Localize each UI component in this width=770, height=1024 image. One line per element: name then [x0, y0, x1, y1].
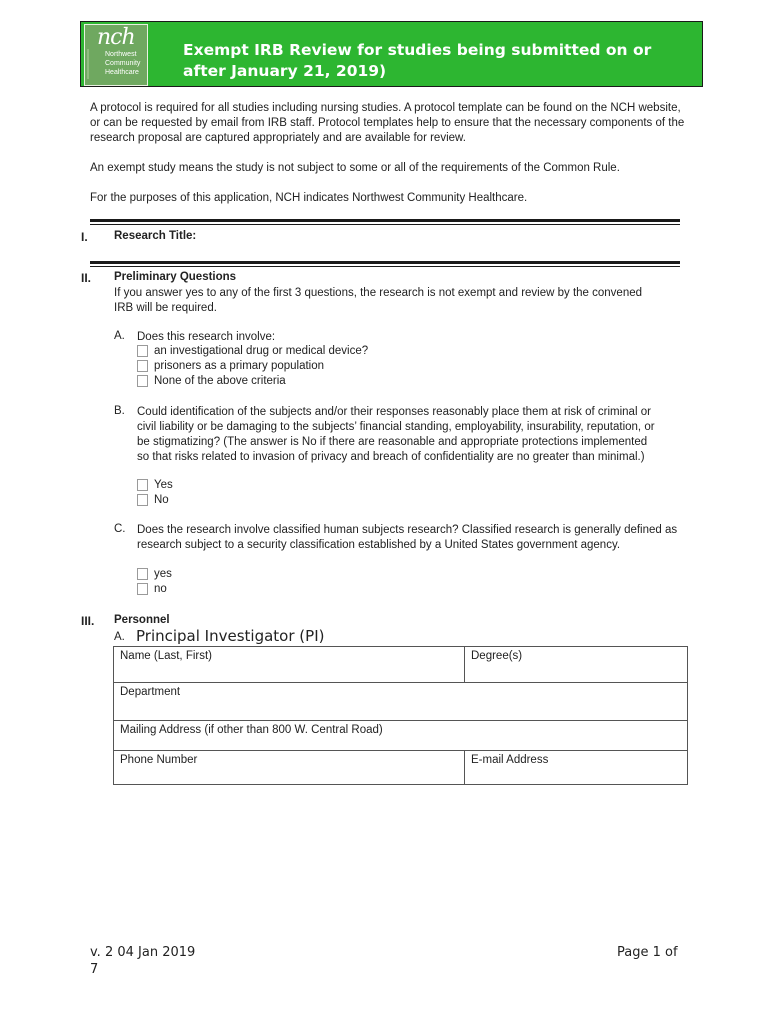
phone-field[interactable]: Phone Number — [114, 751, 465, 785]
section-divider — [90, 224, 680, 225]
intro-paragraph: An exempt study means the study is not subject to some or all of the requirements of the Common Rule. — [90, 162, 620, 174]
question-letter: C. — [114, 523, 126, 535]
department-field[interactable]: Department — [114, 683, 688, 721]
section-number: III. — [81, 614, 95, 628]
checkbox[interactable] — [137, 479, 148, 491]
logo-sub-line: Northwest — [105, 51, 137, 58]
logo-decoration — [87, 49, 103, 79]
question-text: Does the research involve classified human subjects research? Classified research is generally defined as research subject to a security classification established by a United States government agency. — [137, 524, 678, 551]
section-divider — [90, 266, 680, 267]
degree-field[interactable]: Degree(s) — [465, 647, 688, 683]
question-letter: A. — [114, 330, 125, 342]
checkbox[interactable] — [137, 568, 148, 580]
section-divider — [90, 261, 680, 264]
logo-subtitle — [105, 50, 140, 77]
question-letter: B. — [114, 405, 125, 417]
section-divider — [90, 219, 680, 222]
section-number: I. — [81, 230, 88, 244]
name-field[interactable]: Name (Last, First) — [114, 647, 465, 683]
checkbox[interactable] — [137, 375, 148, 387]
logo-wordmark: nch — [97, 25, 135, 50]
checkbox-label: None of the above criteria — [154, 375, 286, 387]
intro-paragraph: For the purposes of this application, NCH indicates Northwest Community Healthcare. — [90, 192, 528, 204]
version-label: v. 2 04 Jan 2019 — [90, 945, 196, 960]
subsection-heading: Principal Investigator (PI) — [136, 627, 325, 645]
checkbox-label: prisoners as a primary population — [154, 360, 325, 372]
intro-paragraph: A protocol is required for all studies including nursing studies. A protocol template can be found on the NCH website, or can be requested by email from IRB staff. Protocol templates help to ensure that the necessary components of the research proposal are captured appropriately and are available for review. — [90, 102, 685, 144]
email-field[interactable]: E-mail Address — [465, 751, 688, 785]
checkbox[interactable] — [137, 583, 148, 595]
logo-sub-line: Healthcare — [105, 69, 139, 76]
checkbox-label: Yes — [154, 479, 173, 491]
section-number: II. — [81, 271, 92, 285]
page-number: Page 1 of — [617, 945, 678, 960]
section-heading: Research Title: — [114, 230, 197, 242]
checkbox-label: no — [154, 583, 167, 595]
checkbox[interactable] — [137, 494, 148, 506]
section-heading: Preliminary Questions — [114, 271, 237, 283]
subsection-letter: A. — [114, 631, 125, 643]
question-text: Could identification of the subjects and/or their responses reasonably place them at risk of criminal or civil liability or be damaging to the subjects’ financial standing, employability, insurability, reputation, or be stigmatizing? (The answer is No if there are reasonable and appropriate protections implemented so that risks related to invasion of privacy and breach of confidentiality are no greater than minimal.) — [137, 406, 655, 463]
checkbox[interactable] — [137, 360, 148, 372]
checkbox[interactable] — [137, 345, 148, 357]
question-text: Does this research involve: — [137, 331, 276, 343]
mailing-address-field[interactable]: Mailing Address (if other than 800 W. Central Road) — [114, 721, 688, 751]
pi-table — [113, 646, 688, 785]
logo-sub-line: Community — [105, 60, 141, 67]
checkbox-label: yes — [154, 568, 172, 580]
version-label-cont: 7 — [90, 962, 99, 977]
checkbox-label: an investigational drug or medical device? — [154, 345, 369, 357]
page-title: Exempt IRB Review for studies being submitted on or after January 21, 2019) — [183, 41, 652, 80]
nch-logo — [84, 24, 148, 86]
checkbox-label: No — [154, 494, 169, 506]
section-intro: If you answer yes to any of the first 3 questions, the research is not exempt and review by the convened IRB will be required. — [114, 287, 643, 314]
section-heading: Personnel — [114, 614, 170, 626]
